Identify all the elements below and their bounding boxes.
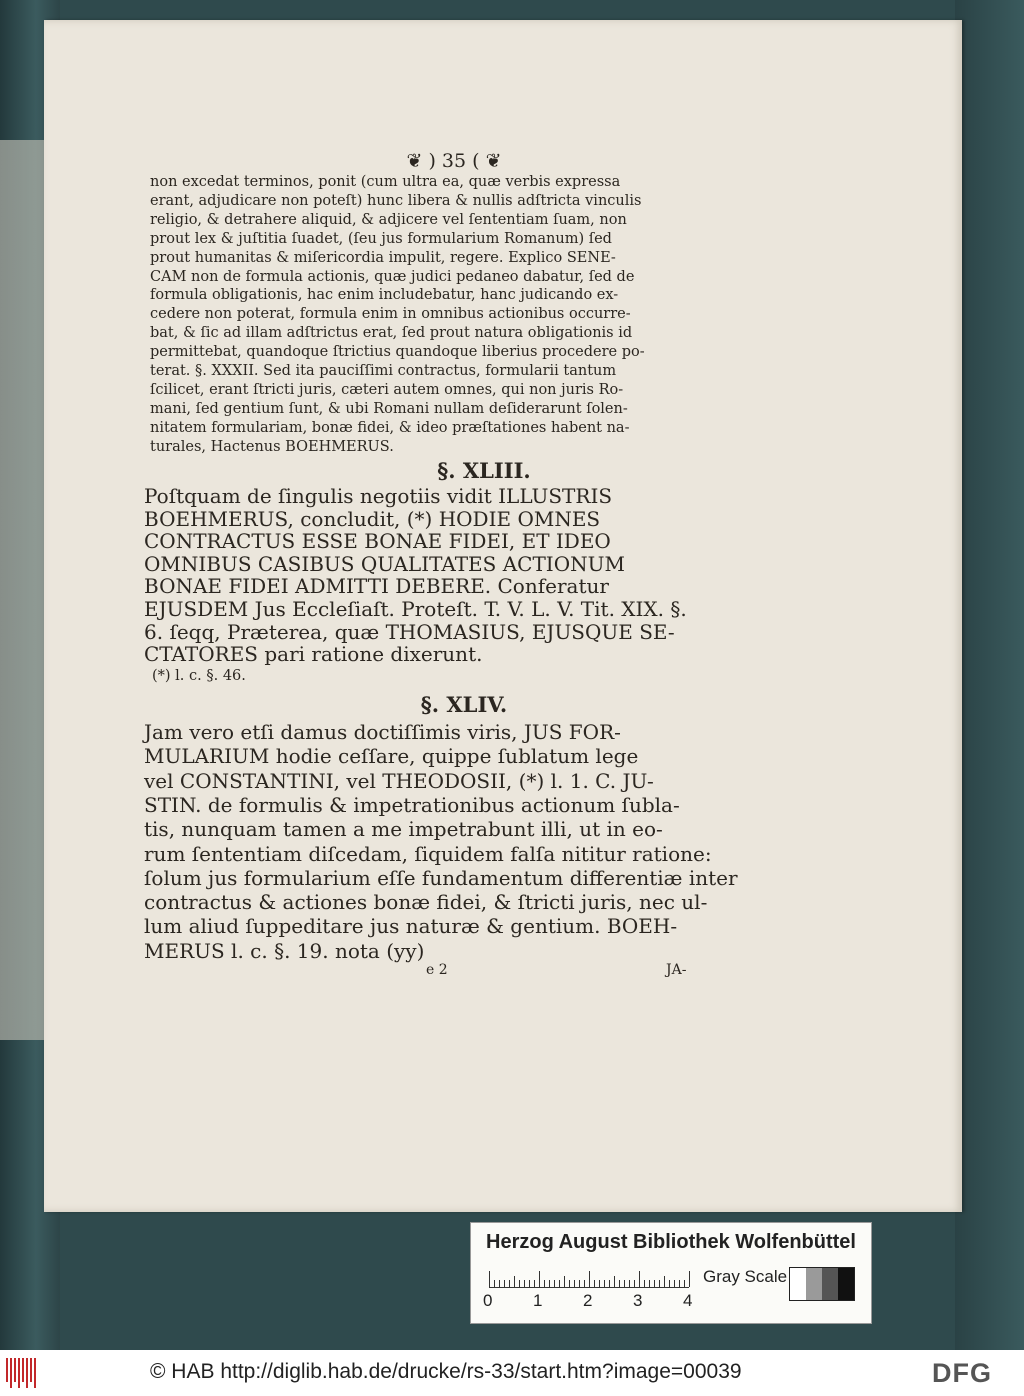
ruler-tick — [504, 1280, 505, 1287]
ruler-numbers — [483, 1291, 703, 1313]
logo-bar — [6, 1358, 8, 1382]
text-line: erant, adjudicare non poteſt) hunc libera & nullis adſtricta vinculis — [150, 192, 642, 209]
ruler-tick — [559, 1280, 560, 1287]
book-page — [44, 20, 962, 1212]
logo-bar — [30, 1358, 32, 1382]
text-line: Jam vero etſi damus doctiſſimis viris, JUS FOR- — [144, 720, 621, 744]
ruler-tick — [649, 1280, 650, 1287]
ruler-tick — [589, 1271, 590, 1287]
text-line: MERUS l. c. §. 19. nota (yy) — [144, 938, 425, 963]
ruler-tick — [614, 1276, 615, 1287]
ruler-tick — [569, 1280, 570, 1287]
text-line: STIN. de formulis & impetrationibus actionum ſubla- — [144, 792, 680, 817]
ruler-tick — [664, 1276, 665, 1287]
ruler-tick — [564, 1276, 565, 1287]
text-line: tis, nunquam tamen a me impetrabunt illi, ut in eo- — [144, 817, 663, 842]
logo-bar — [18, 1358, 20, 1388]
gray-scale-label: Gray Scale — [703, 1267, 788, 1286]
ruler-tick — [684, 1280, 685, 1287]
text-line: nitatem formulariam, bonæ fidei, & ideo præſtationes habent na- — [150, 419, 630, 436]
ruler-tick — [519, 1280, 520, 1287]
ruler-tick — [594, 1280, 595, 1287]
gray-scale-swatches — [789, 1267, 855, 1301]
ruler-tick — [554, 1280, 555, 1287]
ruler-tick — [644, 1280, 645, 1287]
ruler-tick — [624, 1280, 625, 1287]
text-line: MULARIUM hodie ceſſare, quippe ſublatum lege — [144, 744, 639, 769]
text-line: cedere non poterat, formula enim in omnibus actionibus occurre- — [150, 306, 631, 323]
gray-swatch — [806, 1268, 822, 1300]
logo-bar — [34, 1358, 36, 1388]
text-line: contractus & actiones bonæ fidei, & ſtricti juris, nec ul- — [144, 890, 708, 915]
ruler-tick — [604, 1280, 605, 1287]
library-name: Herzog August Bibliothek Wolfenbüttel — [486, 1231, 856, 1253]
ruler-tick — [599, 1280, 600, 1287]
text-line: permittebat, quandoque ſtrictius quandoque liberius procedere po- — [150, 344, 645, 361]
dfg-logo: DFG — [932, 1358, 992, 1388]
text-line: ſolum jus formularium eſſe fundamentum differentiæ inter — [144, 865, 738, 890]
ruler-tick — [659, 1280, 660, 1287]
section-heading-43: §. XLIII. — [437, 458, 531, 483]
logo-bar — [14, 1358, 16, 1382]
text-line: lum aliud ſuppeditare jus naturæ & gentium. BOEH- — [144, 914, 678, 939]
footer-bar — [0, 1350, 1024, 1396]
text-line: non excedat terminos, ponit (cum ultra ea, quæ verbis expressa — [150, 174, 621, 190]
hab-logo-icon — [6, 1358, 40, 1388]
ruler-tick — [534, 1280, 535, 1287]
catchword: JA- — [666, 962, 687, 978]
text-line: turales, Hactenus BOEHMERUS. — [150, 438, 394, 455]
ruler-tick — [499, 1280, 500, 1287]
ruler-tick — [654, 1280, 655, 1287]
ruler-tick — [609, 1280, 610, 1287]
ruler-tick — [509, 1280, 510, 1287]
ruler-tick — [689, 1271, 690, 1287]
ruler-number: 0 — [483, 1291, 493, 1310]
text-line: mani, ſed gentium ſunt, & ubi Romani nullam deſiderarunt ſolen- — [150, 400, 628, 417]
ruler-number: 3 — [633, 1291, 643, 1310]
library-color-plate — [470, 1222, 872, 1324]
ruler-tick — [494, 1280, 495, 1287]
text-line: prout humanitas & miſericordia impulit, regere. Explico SENE- — [150, 249, 616, 266]
ruler-tick — [524, 1280, 525, 1287]
text-line: ſcilicet, erant ſtricti juris, cæteri autem omnes, qui non juris Ro- — [150, 381, 624, 398]
logo-bar — [10, 1358, 12, 1388]
ruler-tick — [529, 1280, 530, 1287]
ruler-tick — [669, 1280, 670, 1287]
text-line: CAM non de formula actionis, quæ judici pedaneo dabatur, ſed de — [150, 268, 635, 285]
text-line: bat, & ſic ad illam adſtrictus erat, ſed prout natura obligationis id — [150, 325, 633, 342]
measurement-ruler — [489, 1271, 689, 1288]
ruler-tick — [579, 1280, 580, 1287]
gray-swatch — [790, 1268, 806, 1300]
text-line: religio, & detrahere aliquid, & adjicere vel ſententiam ſuam, non — [150, 211, 627, 228]
ruler-tick — [544, 1280, 545, 1287]
copyright-link[interactable]: © HAB http://diglib.hab.de/drucke/rs-33/start.htm?image=00039 — [150, 1360, 742, 1383]
ruler-tick — [634, 1280, 635, 1287]
text-line: OMNIBUS CASIBUS QUALITATES ACTIONUM — [144, 551, 625, 576]
section-heading-44: §. XLIV. — [420, 692, 508, 717]
logo-bar — [26, 1358, 28, 1388]
text-line: prout lex & juſtitia ſuadet, (ſeu jus formularium Romanum) ſed — [150, 230, 612, 247]
ruler-tick — [584, 1280, 585, 1287]
signature-mark: e 2 — [426, 962, 448, 978]
ruler-tick — [549, 1280, 550, 1287]
ruler-tick — [539, 1271, 540, 1287]
ruler-tick — [574, 1280, 575, 1287]
ruler-number: 2 — [583, 1291, 593, 1310]
ruler-tick — [679, 1280, 680, 1287]
ruler-tick — [629, 1280, 630, 1287]
page-header: ❦ ) 35 ( ❦ — [406, 150, 502, 172]
text-line: vel CONSTANTINI, vel THEODOSII, (*) l. 1. C. JU- — [144, 768, 654, 793]
text-line: formula obligationis, hac enim includebatur, hanc judicando ex- — [150, 287, 619, 304]
logo-bar — [22, 1358, 24, 1382]
text-line: BOEHMERUS, concludit, (*) HODIE OMNES — [144, 506, 601, 531]
text-line: CTATORES pari ratione dixerunt. — [144, 642, 483, 667]
ruler-tick — [619, 1280, 620, 1287]
gray-swatch — [838, 1268, 854, 1300]
gray-swatch — [822, 1268, 838, 1300]
ruler-tick — [639, 1271, 640, 1287]
text-line: EJUSDEM Jus Eccleſiaſt. Proteſt. T. V. L. V. Tit. XIX. §. — [144, 597, 687, 621]
text-line: 6. ſeqq, Præterea, quæ THOMASIUS, EJUSQUE SE- — [144, 619, 675, 644]
scan-background-right — [955, 0, 1024, 1350]
footnote: (*) l. c. §. 46. — [152, 668, 246, 684]
text-line: rum ſententiam diſcedam, ſiquidem falſa nititur ratione: — [144, 841, 712, 866]
text-line: BONAE FIDEI ADMITTI DEBERE. Conferatur — [144, 574, 609, 599]
page-text — [44, 20, 962, 1212]
ruler-tick — [514, 1276, 515, 1287]
text-line: Poſtquam de ſingulis negotiis vidit ILLUSTRIS — [144, 484, 613, 508]
ruler-tick — [674, 1280, 675, 1287]
ruler-number: 4 — [683, 1291, 693, 1310]
text-line: CONTRACTUS ESSE BONAE FIDEI, ET IDEO — [144, 529, 611, 554]
text-line: terat. §. XXXII. Sed ita pauciſſimi contractus, formularii tantum — [150, 363, 617, 379]
ruler-tick — [489, 1271, 490, 1287]
ruler-number: 1 — [533, 1291, 543, 1310]
